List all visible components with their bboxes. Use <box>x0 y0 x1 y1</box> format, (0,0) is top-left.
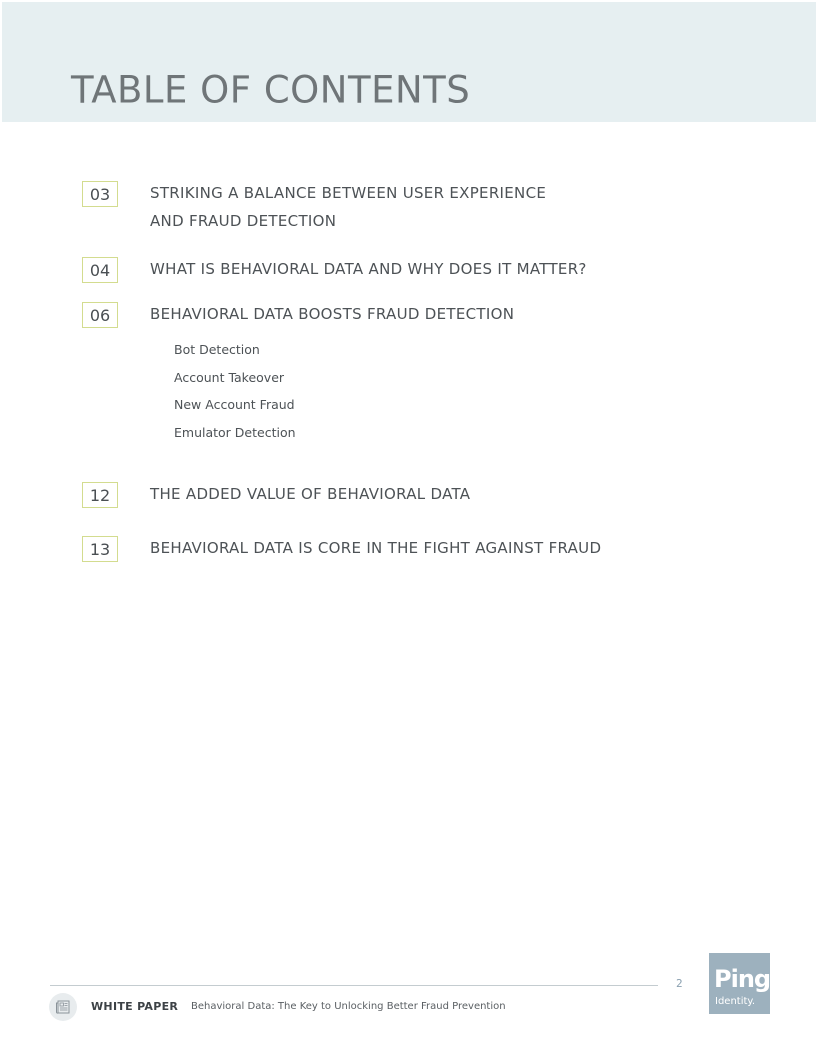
newspaper-icon <box>55 999 71 1015</box>
footer-doc-type: WHITE PAPER <box>91 1000 179 1013</box>
toc-entry-title: THE ADDED VALUE OF BEHAVIORAL DATA <box>150 485 471 503</box>
page-number-box: 04 <box>82 257 118 283</box>
subsection-account-takeover[interactable]: Account Takeover <box>174 369 285 385</box>
title-line-2: AND FRAUD DETECTION <box>150 212 337 230</box>
toc-entry-title <box>150 184 546 230</box>
page-number: 2 <box>676 977 683 990</box>
page-number-box: 13 <box>82 536 118 562</box>
page-title: TABLE OF CONTENTS <box>71 67 471 112</box>
logo-wordmark: Ping <box>714 965 771 993</box>
footer-divider <box>50 985 658 986</box>
page-number-box: 06 <box>82 302 118 328</box>
toc-entry-title: WHAT IS BEHAVIORAL DATA AND WHY DOES IT MATTER? <box>150 260 587 278</box>
subsection-list <box>174 340 296 450</box>
page-number-box: 03 <box>82 181 118 207</box>
toc-entry-title: BEHAVIORAL DATA IS CORE IN THE FIGHT AGAINST FRAUD <box>150 539 602 557</box>
subsection-bot-detection[interactable]: Bot Detection <box>174 342 260 357</box>
subsection-new-account-fraud[interactable]: New Account Fraud <box>174 397 295 412</box>
page-number-box: 12 <box>82 482 118 508</box>
ping-identity-logo <box>709 953 770 1014</box>
document-icon <box>49 993 77 1021</box>
logo-subtext: Identity. <box>715 996 756 1007</box>
subsection-emulator-detection[interactable]: Emulator Detection <box>174 424 296 440</box>
toc-entry-title: BEHAVIORAL DATA BOOSTS FRAUD DETECTION <box>150 305 515 323</box>
title-line-1: STRIKING A BALANCE BETWEEN USER EXPERIENCE <box>150 184 547 202</box>
footer-doc-title: Behavioral Data: The Key to Unlocking Better Fraud Prevention <box>191 1001 506 1012</box>
